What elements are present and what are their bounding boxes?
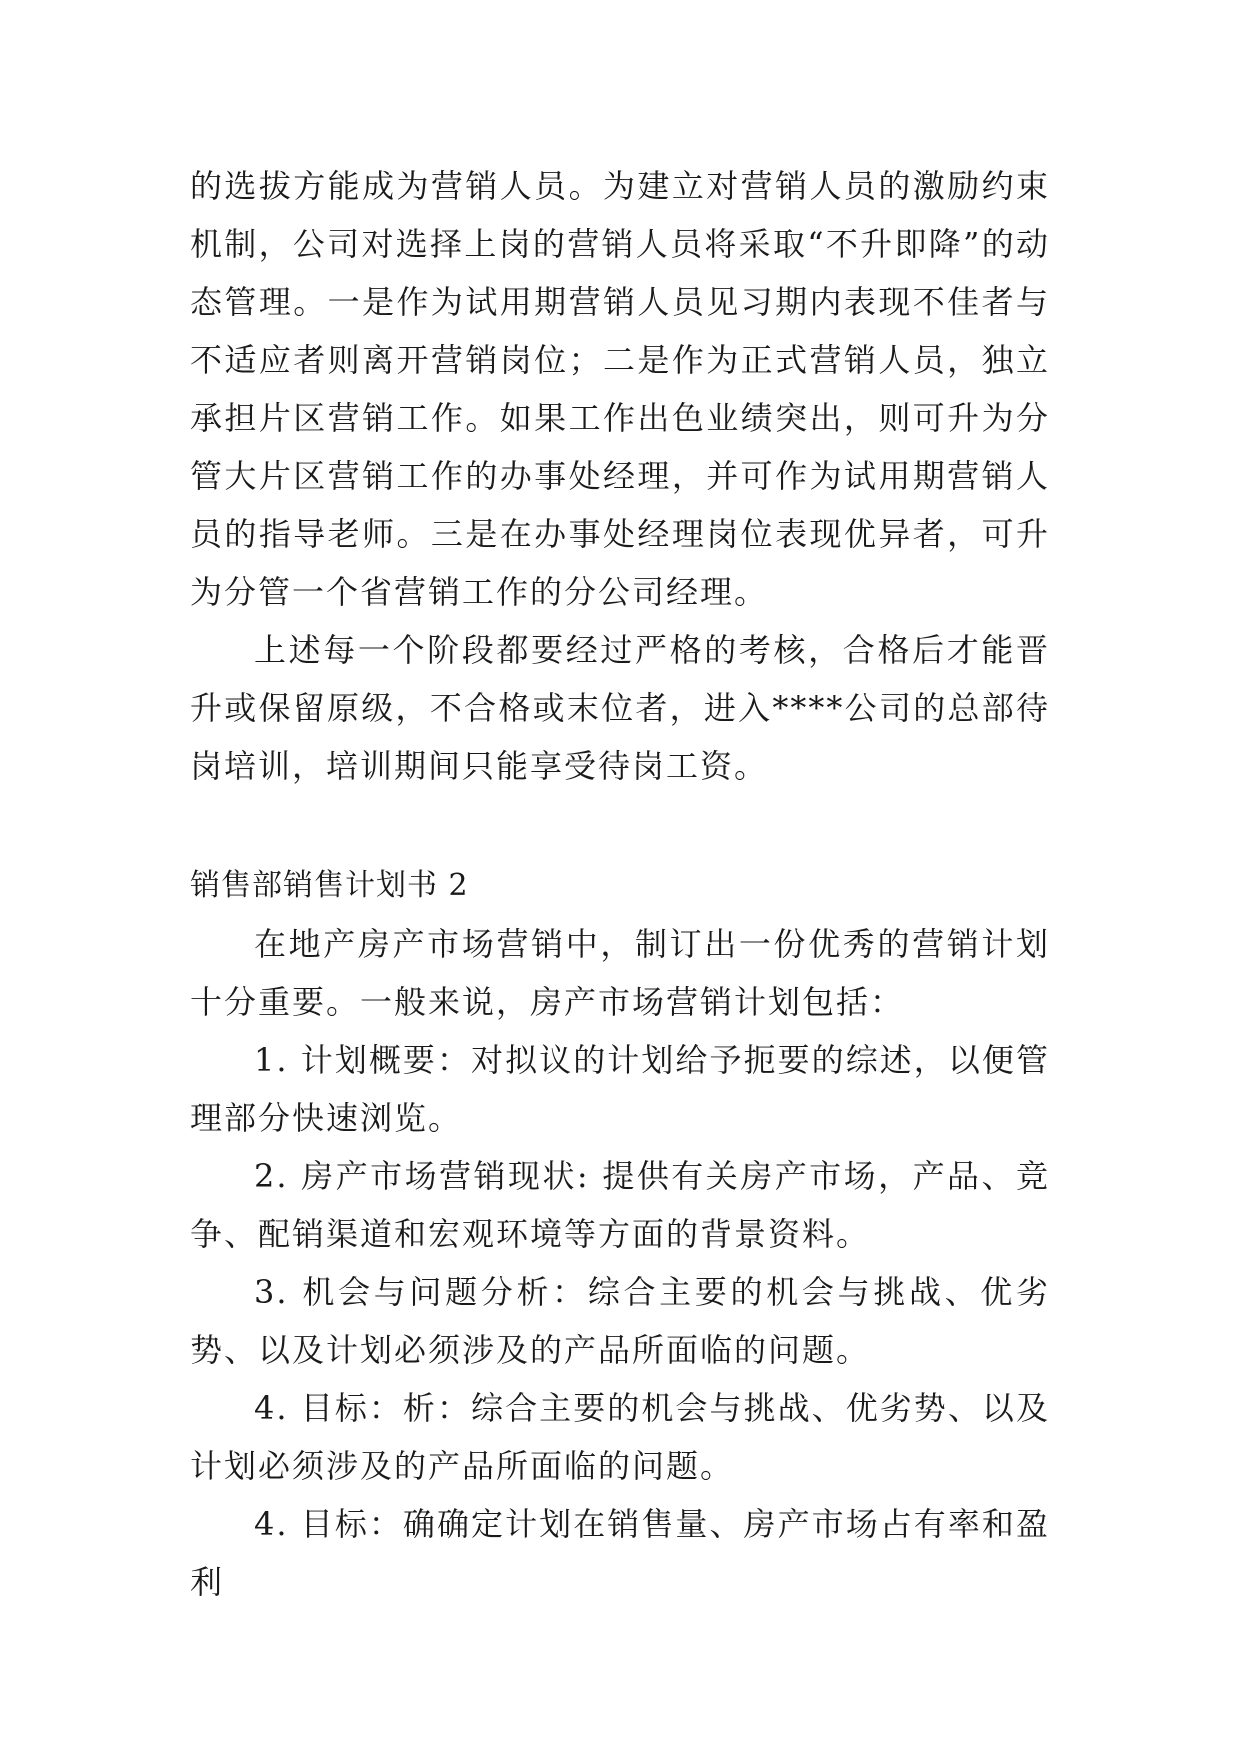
list-item-goal-analysis: 4. 目标：析：综合主要的机会与挑战、优劣势、以及计划必须涉及的产品所面临的问题。 [190,1389,1050,1485]
list-item-market-status: 2. 房产市场营销现状: 提供有关房产市场，产品、竞争、配销渠道和宏观环境等方面的背景资料。 [190,1157,1050,1253]
document-body-section-1 [190,157,1050,795]
paragraph-promotion-mechanism: 的选拔方能成为营销人员。为建立对营销人员的激励约束机制，公司对选择上岗的营销人员将采取“不升即降”的动态管理。一是作为试用期营销人员见习期内表现不佳者与不适应者则离开营销岗位；二是作为正式营销人员，独立承担片区营销工作。如果工作出色业绩突出，则可升为分管大片区营销工作的办事处经理，并可作为试用期营销人员的指导老师。三是在办事处经理岗位表现优异者，可升为分管一个省营销工作的分公司经理。 [190,167,1050,611]
document-body-section-2 [190,857,1050,1611]
paragraph-intro: 在地产房产市场营销中，制订出一份优秀的营销计划十分重要。一般来说，房产市场营销计划包括： [190,925,1050,1021]
paragraph-assessment: 上述每一个阶段都要经过严格的考核，合格后才能晋升或保留原级，不合格或末位者，进入****公司的总部待岗培训，培训期间只能享受待岗工资。 [190,631,1050,785]
list-item-opportunity-analysis: 3. 机会与问题分析：综合主要的机会与挑战、优劣势、以及计划必须涉及的产品所面临的问题。 [190,1273,1050,1369]
list-item-goal-targets: 4. 目标：确确定计划在销售量、房产市场占有率和盈利 [190,1505,1050,1601]
list-item-plan-summary: 1. 计划概要：对拟议的计划给予扼要的综述，以便管理部分快速浏览。 [190,1041,1050,1137]
section-heading: 销售部销售计划书 2 [190,868,469,903]
